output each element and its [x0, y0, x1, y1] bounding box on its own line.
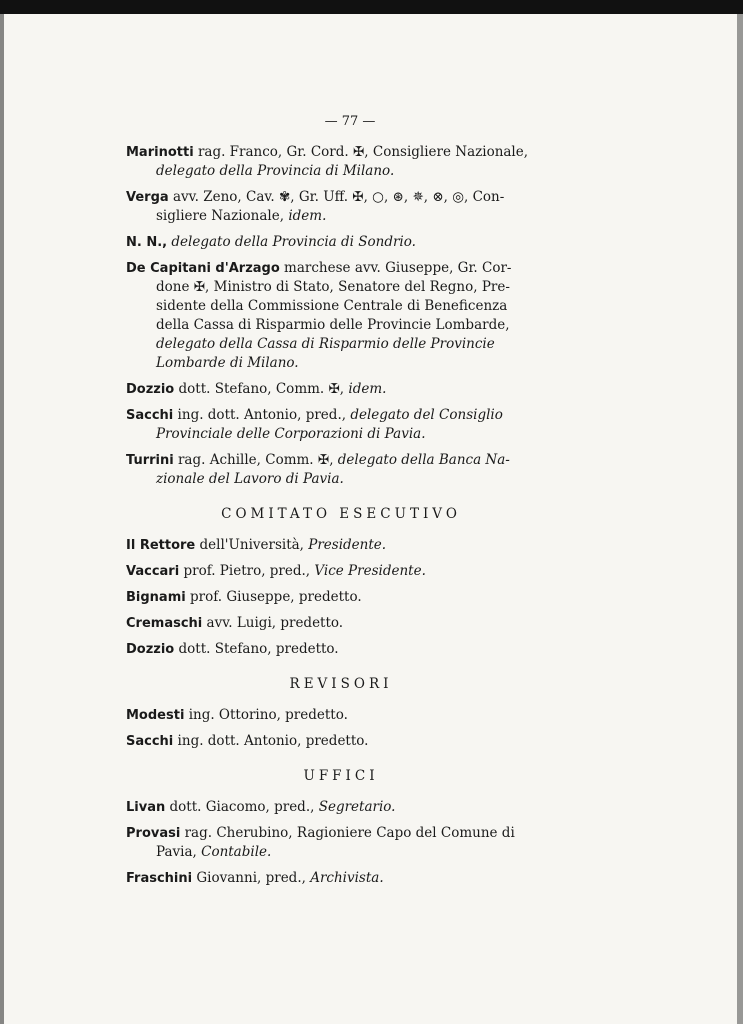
entry-role: idem.: [288, 208, 327, 224]
heading-uffici: UFFICI: [303, 768, 379, 784]
entry-continuation: [126, 335, 556, 354]
entry-text: sidente della Commissione Centrale di Beneficenza: [156, 298, 508, 314]
delegates-list: [126, 143, 556, 489]
entry-continuation: [126, 278, 556, 297]
entry-role: delegato della Provincia di Milano.: [156, 163, 395, 179]
person-name: Il Rettore: [126, 538, 196, 553]
person-name: Dozzio: [126, 382, 175, 397]
entry-text: ing. dott. Antonio, pred.,: [173, 407, 351, 423]
entry-text: ing. dott. Antonio, predetto.: [173, 733, 369, 749]
comitato-list: [126, 536, 556, 659]
heading-revisori: REVISORI: [289, 676, 393, 692]
person-name: Marinotti: [126, 145, 194, 160]
revisori-list: [126, 706, 556, 751]
entry-role: Presidente.: [308, 537, 387, 553]
entry-continuation: [126, 354, 556, 373]
delegate-entry: [126, 233, 556, 252]
entry-text: dott. Stefano, predetto.: [174, 641, 339, 657]
entry-line: [126, 451, 556, 470]
entry-text: rag. Achille, Comm. ✠,: [173, 452, 338, 468]
entry-text: avv. Zeno, Cav. ✾, Gr. Uff. ✠, ○, ⊛, ✵, ⊗, ◎, Con-: [168, 189, 505, 205]
person-name: De Capitani d'Arzago: [126, 261, 280, 276]
person-name: Sacchi: [126, 408, 174, 423]
entry-role: Provinciale delle Corporazioni di Pavia.: [156, 426, 426, 442]
entry-line: [126, 259, 556, 278]
entry-role: delegato della Banca Na-: [337, 452, 510, 468]
comitato-entry: [126, 536, 556, 555]
entry-text: done ✠, Ministro di Stato, Senatore del Regno, Pre-: [156, 279, 510, 295]
uffici-entry: [126, 869, 556, 888]
person-name: Bignami: [126, 590, 186, 605]
delegate-entry: [126, 451, 556, 489]
person-name: Livan: [126, 800, 166, 815]
delegate-entry: [126, 188, 556, 226]
entry-line: [126, 188, 556, 207]
entry-continuation: [126, 470, 556, 489]
entry-text: sigliere Nazionale,: [156, 208, 289, 224]
person-name: Vaccari: [126, 564, 180, 579]
delegate-entry: [126, 143, 556, 181]
entry-text: prof. Pietro, pred.,: [179, 563, 315, 579]
entry-line: [126, 143, 556, 162]
person-name: Modesti: [126, 708, 185, 723]
person-name: Verga: [126, 190, 169, 205]
entry-line: [126, 380, 556, 399]
comitato-entry: [126, 640, 556, 659]
entry-text: dott. Giacomo, pred.,: [165, 799, 319, 815]
comitato-entry: [126, 588, 556, 607]
comitato-entry: [126, 614, 556, 633]
person-name: Dozzio: [126, 642, 175, 657]
heading-comitato-esecutivo: COMITATO ESECUTIVO: [221, 506, 461, 522]
entry-text: dott. Stefano, Comm. ✠,: [174, 381, 349, 397]
entry-text: ing. Ottorino, predetto.: [184, 707, 348, 723]
person-name: Sacchi: [126, 734, 174, 749]
person-name: Provasi: [126, 826, 181, 841]
entry-text: della Cassa di Risparmio delle Provincie Lombarde,: [156, 317, 510, 333]
entry-role: idem.: [348, 381, 387, 397]
entry-text: rag. Cherubino, Ragioniere Capo del Comune di: [180, 825, 515, 841]
comitato-entry: [126, 562, 556, 581]
entry-text: marchese avv. Giuseppe, Gr. Cor-: [279, 260, 512, 276]
entry-role: delegato del Consiglio: [350, 407, 503, 423]
entry-role: delegato della Provincia di Sondrio.: [171, 234, 416, 250]
entry-continuation: [126, 316, 556, 335]
scan-left-edge: [0, 14, 4, 1024]
person-name: Fraschini: [126, 871, 193, 886]
person-name: Cremaschi: [126, 616, 203, 631]
scan-right-edge: [737, 14, 743, 1024]
entry-continuation: [126, 162, 556, 181]
person-name: N. N.,: [126, 235, 168, 250]
delegate-entry: [126, 406, 556, 444]
delegate-entry: [126, 380, 556, 399]
entry-role: Segretario.: [318, 799, 396, 815]
entry-continuation: [126, 207, 556, 226]
page-number: — 77 —: [324, 114, 376, 129]
entry-role: Lombarde di Milano.: [156, 355, 299, 371]
document-page: [126, 112, 556, 895]
entry-text: Giovanni, pred.,: [192, 870, 311, 886]
entry-text: avv. Luigi, predetto.: [202, 615, 344, 631]
revisori-entry: [126, 732, 556, 751]
entry-role: Contabile.: [201, 844, 272, 860]
entry-continuation: [126, 843, 556, 862]
entry-text: rag. Franco, Gr. Cord. ✠, Consigliere Nazionale,: [193, 144, 529, 160]
entry-line: [126, 233, 556, 252]
uffici-entry: [126, 824, 556, 843]
entry-text: dell'Università,: [195, 537, 309, 553]
entry-text: prof. Giuseppe, predetto.: [185, 589, 362, 605]
revisori-entry: [126, 706, 556, 725]
entry-continuation: [126, 425, 556, 444]
entry-role: delegato della Cassa di Risparmio delle Provincie: [156, 336, 495, 352]
uffici-list: [126, 798, 556, 888]
entry-text: Pavia,: [156, 844, 202, 860]
uffici-entry: [126, 798, 556, 817]
scan-top-border: [0, 0, 743, 14]
entry-line: [126, 406, 556, 425]
delegate-entry: [126, 259, 556, 373]
person-name: Turrini: [126, 453, 174, 468]
entry-continuation: [126, 297, 556, 316]
entry-role: Vice Presidente.: [314, 563, 426, 579]
entry-role: zionale del Lavoro di Pavia.: [156, 471, 344, 487]
entry-role: Archivista.: [310, 870, 384, 886]
